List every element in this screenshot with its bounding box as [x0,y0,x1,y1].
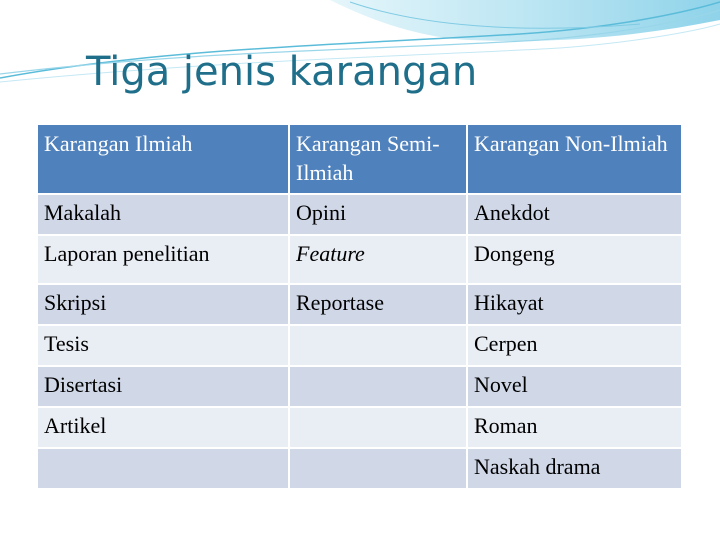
table-cell: Skripsi [37,284,289,325]
table-row [37,284,682,325]
column-header: Karangan Ilmiah [37,124,289,194]
table-cell: Disertasi [37,366,289,407]
table-cell [289,325,467,366]
table-cell: Roman [467,407,682,448]
table-cell: Artikel [37,407,289,448]
column-header: Karangan Semi-Ilmiah [289,124,467,194]
table-cell: Tesis [37,325,289,366]
table-header-row [37,124,682,194]
table-row [37,194,682,235]
table-cell-italic: Feature [296,241,365,266]
table-cell: Naskah drama [467,448,682,489]
karangan-table [36,123,683,490]
table-row [37,366,682,407]
table-cell [37,448,289,489]
column-header: Karangan Non-Ilmiah [467,124,682,194]
table-row [37,325,682,366]
table-cell: Opini [289,194,467,235]
table-cell: Dongeng [467,235,682,284]
page-title: Tiga jenis karangan [86,49,478,95]
table-cell: Makalah [37,194,289,235]
table-cell: Laporan penelitian [37,235,289,284]
table-cell [289,235,467,284]
table-cell: Novel [467,366,682,407]
table-cell [289,366,467,407]
table-row [37,407,682,448]
table-cell [289,448,467,489]
table-cell: Anekdot [467,194,682,235]
table-cell: Reportase [289,284,467,325]
table-cell: Cerpen [467,325,682,366]
table-cell: Hikayat [467,284,682,325]
table-row [37,235,682,284]
table-row [37,448,682,489]
table-cell [289,407,467,448]
